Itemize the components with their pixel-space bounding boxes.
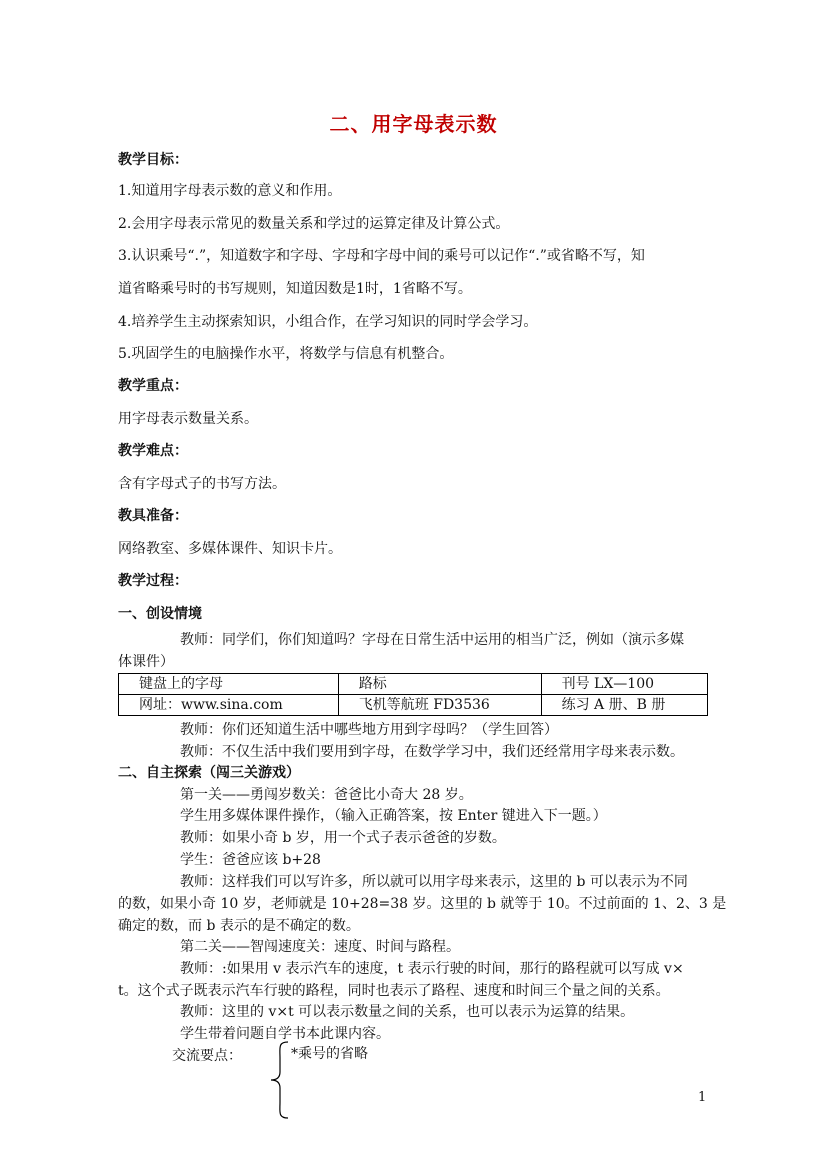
- section2-line: 第二关——智闯速度关：速度、时间与路程。: [180, 939, 460, 955]
- section2-line: 教师：这样我们可以写许多，所以就可以用字母来表示，这里的 b 可以表示为不同: [180, 874, 688, 890]
- goal-item: 2.会用字母表示常见的数量关系和学过的运算定律及计算公式。: [118, 216, 510, 232]
- table-cell: 路标: [338, 674, 541, 695]
- table-cell: 键盘上的字母: [119, 674, 339, 695]
- table-cell: 网址：www.sina.com: [119, 695, 339, 716]
- goal-item: 1.知道用字母表示数的意义和作用。: [118, 183, 342, 199]
- section2-line: 第一关——勇闯岁数关：爸爸比小奇大 28 岁。: [180, 787, 473, 803]
- table-cell: 练习 A 册、B 册: [541, 695, 707, 716]
- section1-after: 教师：你们还知道生活中哪些地方用到字母吗？（学生回答）: [180, 722, 558, 738]
- goal-item: 4.培养学生主动探索知识，小组合作，在学习知识的同时学会学习。: [118, 314, 538, 330]
- goals-heading: 教学目标：: [118, 152, 188, 168]
- goal-item: 5.巩固学生的电脑操作水平，将数学与信息有机整合。: [118, 346, 454, 362]
- goal-item: 3.认识乘号“.”，知道数字和字母、字母和字母中间的乘号可以记作“.”或省略不写，知: [118, 248, 645, 264]
- goal-item: 道省略乘号时的书写规则，知道因数是1时，1省略不写。: [118, 281, 472, 297]
- section2-cont: t。这个式子既表示汽车行驶的路程，同时也表示了路程、速度和时间三个量之间的关系。: [118, 983, 670, 999]
- section2-cont: 的数，如果小奇 10 岁，老师就是 10+28=38 岁。这里的 b 就等于 10。不过前面的 1、2、3 是: [118, 896, 727, 912]
- section1-intro: 教师：同学们，你们知道吗？字母在日常生活中运用的相当广泛，例如（演示多媒: [180, 632, 684, 648]
- exchange-label: 交流要点：: [172, 1048, 242, 1064]
- section2-line: 学生：爸爸应该 b+28: [180, 852, 321, 868]
- section2-line: 教师：如果小奇 b 岁，用一个式子表示爸爸的岁数。: [180, 830, 506, 846]
- curly-brace-icon: [268, 1040, 290, 1120]
- section2-line: 学生用多媒体课件操作，（输入正确答案，按 Enter 键进入下一题。）: [180, 808, 607, 824]
- exchange-item: *乘号的省略: [291, 1046, 368, 1062]
- tools-text: 网络教室、多媒体课件、知识卡片。: [118, 541, 342, 557]
- section2-line: 学生带着问题自学书本此课内容。: [180, 1026, 390, 1042]
- section2-heading: 二、自主探索（闯三关游戏）: [118, 765, 300, 781]
- table-cell: 飞机等航班 FD3536: [338, 695, 541, 716]
- page-number: 1: [698, 1090, 707, 1105]
- section1-intro-cont: 体课件）: [118, 654, 174, 670]
- process-heading: 教学过程：: [118, 573, 188, 589]
- tools-heading: 教具准备：: [118, 508, 188, 524]
- difficulty-text: 含有字母式子的书写方法。: [118, 476, 286, 492]
- table-row: [119, 674, 708, 695]
- section2-line: 教师：这里的 v×t 可以表示数量之间的关系，也可以表示为运算的结果。: [180, 1004, 635, 1020]
- section2-cont: 确定的数，而 b 表示的是不确定的数。: [118, 918, 360, 934]
- difficulty-heading: 教学难点：: [118, 443, 188, 459]
- section1-heading: 一、创设情境: [118, 606, 202, 622]
- section1-after: 教师：不仅生活中我们要用到字母，在数学学习中，我们还经常用字母来表示数。: [180, 744, 684, 760]
- table-cell: 刊号 LX—100: [541, 674, 707, 695]
- key-point-text: 用字母表示数量关系。: [118, 411, 258, 427]
- section2-line: 教师：:如果用 v 表示汽车的速度，t 表示行驶的时间，那行的路程就可以写成 v×: [180, 961, 684, 977]
- page-title: 二、用字母表示数: [329, 112, 498, 136]
- letter-examples-table: [118, 673, 708, 716]
- key-point-heading: 教学重点：: [118, 378, 188, 394]
- table-row: [119, 695, 708, 716]
